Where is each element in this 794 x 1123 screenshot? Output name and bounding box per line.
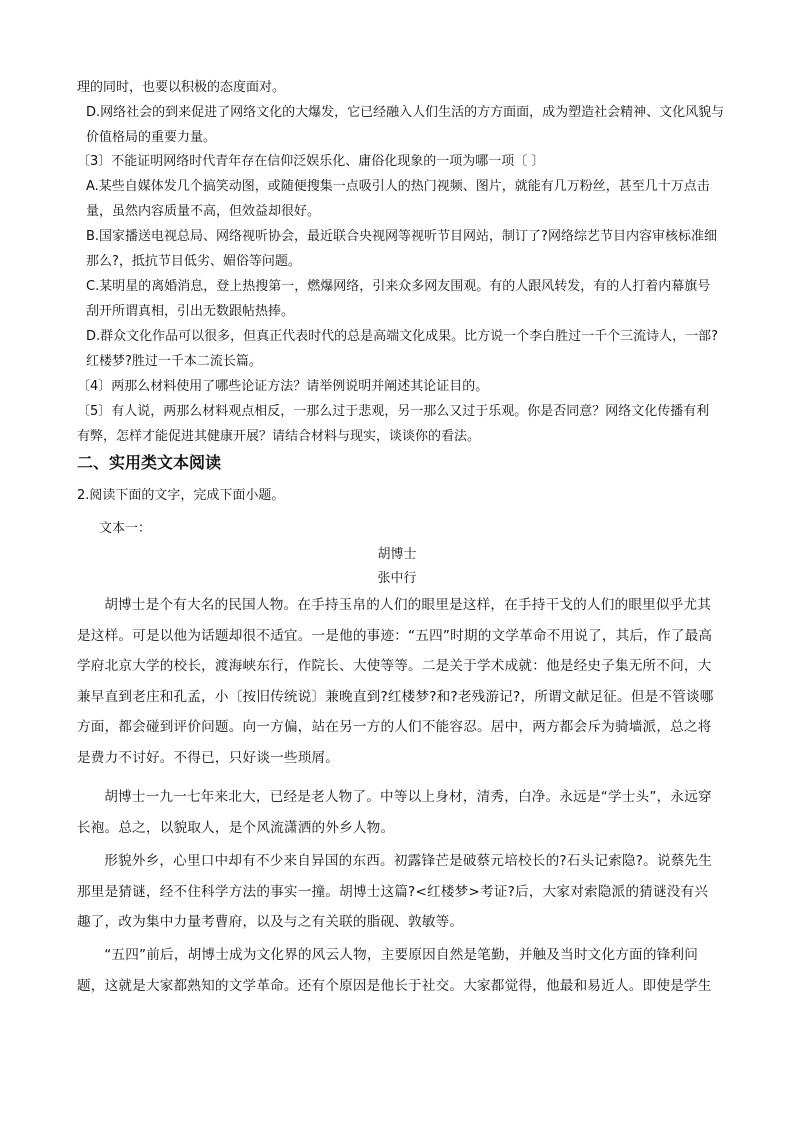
- article-paragraph-1: 胡博士是个有大名的民国人物。在手持玉帛的人们的眼里是这样，在手持干戈的人们的眼里似乎尤其是这样。可是以他为话题却很不适宜。一是他的事迹：“五四”时期的文学革命不用说了，其后，作了最高学府北京大学的校长，渡海峡东行，作院长、大使等等。二是关于学术成就：他是经史子集无所不问，大兼早直到老庄和孔孟，小〔按旧传统说〕兼晚直到?红楼梦?和?老残游记?，所谓文献足征。但是不管谈哪方面，都会碰到评价问题。向一方偏，站在另一方的人们不能容忍。居中，两方都会斥为骑墙派，总之将是费力不讨好。不得已，只好谈一些琐屑。: [77, 597, 714, 766]
- question-5: 〔5〕有人说，两那么材料观点相反，一那么过于悲观，另一那么又过于乐观。你是否同意？网络文化传播有利有弊，怎样才能促进其健康开展？请结合材料与现实，谈谈你的看法。: [77, 404, 710, 444]
- article-paragraph-2: 胡博士一九一七年来北大，已经是老人物了。中等以上身材，清秀，白净。永远是“学士头”，永远穿长袍。总之，以貌取人，是个风流潇洒的外乡人物。: [77, 789, 712, 836]
- article-author: 张中行: [377, 571, 417, 586]
- section-heading: 二、实用类文本阅读: [77, 453, 222, 472]
- question-3-option-c: C.某明星的离婚消息，登上热搜第一，燃爆网络，引来众多网友围观。有的人跟风转发，有的人打着内幕旗号刮开所谓真相，引出无数跟帖热捧。: [86, 279, 711, 319]
- text-line-continuation: 理的同时，也要以积极的态度面对。: [77, 80, 286, 95]
- question-4: 〔4〕两那么材料使用了哪些论证方法？请举例说明并阐述其论证目的。: [77, 379, 489, 394]
- question-3-option-a: A.某些自媒体发几个搞笑动图，或随便搜集一点吸引人的热门视频、图片，就能有几万粉丝，甚至几十万点击量，虽然内容质量不高，但效益却很好。: [86, 179, 710, 219]
- question-3-option-b: B.国家播送电视总局、网络视听协会，最近联合央视网等视听节目网站，制订了?网络综艺节目内容审核标准细那么?，抵抗节目低劣、媚俗等问题。: [86, 229, 717, 269]
- article-paragraph-4: “五四”前后，胡博士成为文化界的风云人物，主要原因自然是笔勤，并触及当时文化方面的锋利问题，这就是大家都熟知的文学革命。还有个原因是他长于社交。大家都觉得，他最和易近人。即使是学生: [77, 947, 712, 994]
- option-d-previous: D.网络社会的到来促进了网络文化的大爆发，它已经融入人们生活的方方面面，成为塑造社会精神、文化风貌与价值格局的重要力量。: [86, 105, 725, 145]
- question-3-option-d: D.群众文化作品可以很多，但真正代表时代的总是高端文化成果。比方说一个李白胜过一千个三流诗人，一部?红楼梦?胜过一千本二流长篇。: [86, 329, 719, 369]
- question-2-intro: 2.阅读下面的文字，完成下面小题。: [77, 488, 285, 503]
- article-paragraph-3: 形貌外乡，心里口中却有不少来自异国的东西。初露锋芒是破蔡元培校长的?石头记索隐?。说蔡先生那里是猜谜，经不住科学方法的事实一撞。胡博士这篇?<红楼梦>考证?后，大家对索隐派的猜谜没有兴趣了，改为集中力量考曹府，以及与之有关联的脂砚、敦敏等。: [77, 853, 713, 930]
- article-title: 胡博士: [377, 547, 417, 562]
- question-3: 〔3〕不能证明网络时代青年存在信仰泛娱乐化、庸俗化现象的一项为哪一项〔 〕: [77, 154, 545, 169]
- text-one-label: 文本一：: [99, 521, 152, 536]
